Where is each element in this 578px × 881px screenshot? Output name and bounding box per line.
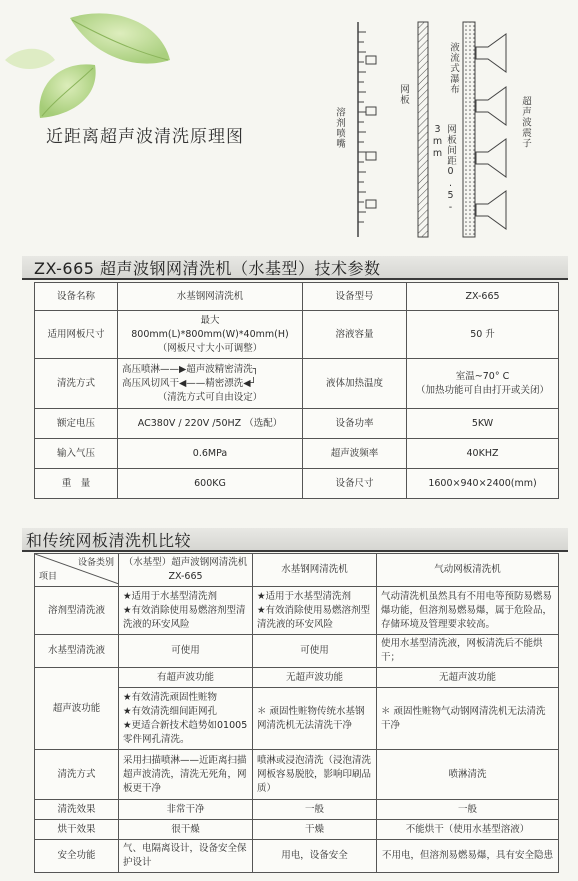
compare-cell: 一般 <box>253 800 377 820</box>
spec-value: ZX-665 <box>407 283 559 311</box>
feature-item: ★有效消除使用易燃溶剂型清洗液的环安风险 <box>257 604 371 630</box>
compare-cell: 无超声波功能 <box>377 668 559 688</box>
spec-row <box>35 469 559 499</box>
spec-row <box>35 359 559 409</box>
wash-flow-cell <box>118 359 303 409</box>
spec-row <box>35 283 559 311</box>
spec-value: 0.6MPa <box>118 439 303 469</box>
spec-key: 适用网板尺寸 <box>35 311 118 359</box>
nozzle-label: 溶剂喷嘴 <box>334 107 345 149</box>
compare-row-method <box>35 750 559 800</box>
compare-cell <box>119 587 253 635</box>
compare-divider <box>22 550 568 552</box>
feature-item: ★更适合新技术趋势如01005零件网孔清洗。 <box>123 719 248 745</box>
corner-top-label: 设备类别 <box>77 558 114 568</box>
spec-key: 设备功率 <box>303 409 407 439</box>
spec-key: 输入气压 <box>35 439 118 469</box>
compare-header-row <box>35 554 559 587</box>
spec-value: 50 升 <box>407 311 559 359</box>
compare-cell: ＊ 顽固性赃物传统水基钢网清洗机无法清洗干净 <box>253 688 377 750</box>
compare-cell: ＊ 顽固性赃物气动钢网清洗机无法清洗干净 <box>377 688 559 750</box>
wash-flow-line: 高压喷淋——▶超声波精密清洗┐ <box>122 363 259 375</box>
compare-cell: 喷淋或浸泡清洗（浸泡清洗网板容易脱胶，影响印刷品质） <box>253 750 377 800</box>
spec-row <box>35 409 559 439</box>
spec-table <box>34 282 559 499</box>
corner-bottom-label: 项目 <box>39 572 58 582</box>
leaf-decoration-icon <box>0 0 200 130</box>
compare-col-header: 气动网板清洗机 <box>377 554 559 587</box>
spec-key: 额定电压 <box>35 409 118 439</box>
compare-cell: 很干燥 <box>119 820 253 840</box>
compare-cell: 采用扫描喷淋——近距离扫描超声波清洗，清洗无死角，网板更干净 <box>119 750 253 800</box>
compare-row-label: 烘干效果 <box>35 820 119 840</box>
compare-cell: 使用水基型清洗液，网板清洗后不能烘干； <box>377 635 559 668</box>
spec-row <box>35 439 559 469</box>
spec-key: 重 量 <box>35 469 118 499</box>
compare-row-ultra-header <box>35 668 559 688</box>
compare-cell: 用电，设备安全 <box>253 840 377 873</box>
compare-col-header: （水基型）超声波钢网清洗机 ZX-665 <box>119 554 253 587</box>
spec-value-note: （加热功能可自由打开或关闭） <box>415 384 549 396</box>
compare-cell: 喷淋清洗 <box>377 750 559 800</box>
spec-value: 40KHZ <box>407 439 559 469</box>
spec-key: 清洗方式 <box>35 359 118 409</box>
spec-divider <box>22 278 568 280</box>
wash-flow-line: 高压风切风干◀——精密漂洗◀┘ <box>122 377 257 389</box>
spec-key: 超声波频率 <box>303 439 407 469</box>
feature-item: ★有效消除使用易燃溶剂型清洗液的环安风险 <box>123 604 246 630</box>
spec-value: 1600×940×2400(mm) <box>407 469 559 499</box>
compare-cell: 可使用 <box>253 635 377 668</box>
compare-cell <box>253 587 377 635</box>
spec-row <box>35 311 559 359</box>
transducer-label: 超声波震子 <box>520 96 531 149</box>
compare-corner-cell <box>35 554 119 587</box>
compare-cell: 一般 <box>377 800 559 820</box>
compare-cell: 干燥 <box>253 820 377 840</box>
spec-value: 水基钢网清洗机 <box>118 283 303 311</box>
waterfall-label: 液流式瀑布 <box>448 42 459 95</box>
compare-row-label: 清洗方式 <box>35 750 119 800</box>
compare-row-solvent <box>35 587 559 635</box>
spec-key: 溶液容量 <box>303 311 407 359</box>
spec-key: 设备名称 <box>35 283 118 311</box>
feature-item: ★适用于水基型清洗剂 <box>123 590 218 602</box>
principle-diagram <box>328 12 568 244</box>
spec-value-note: （网板尺寸大小可调整） <box>157 342 263 354</box>
spec-value-cell <box>118 311 303 359</box>
spec-value-cell <box>407 359 559 409</box>
spec-value: AC380V / 220V /50HZ （选配） <box>118 409 303 439</box>
spec-value: 室温~70° C <box>455 370 510 382</box>
spec-key: 液体加热温度 <box>303 359 407 409</box>
compare-cell: 不用电，但溶剂易燃易爆，具有安全隐患 <box>377 840 559 873</box>
compare-row-dry <box>35 820 559 840</box>
spec-title: ZX-665 超声波钢网清洗机（水基型）技术参数 <box>34 259 381 278</box>
compare-cell: 气、电隔离设计，设备安全保护设计 <box>119 840 253 873</box>
feature-item: ★有效清洗细间距网孔 <box>123 705 218 717</box>
board-label: 网板 <box>398 84 409 105</box>
compare-cell: 非常干净 <box>119 800 253 820</box>
compare-col-header: 水基钢网清洗机 <box>253 554 377 587</box>
spec-value: 600KG <box>118 469 303 499</box>
compare-cell: 有超声波功能 <box>119 668 253 688</box>
compare-cell: 不能烘干（使用水基型溶液） <box>377 820 559 840</box>
wash-flow-note: （清洗方式可自由设定） <box>157 391 263 403</box>
compare-title: 和传统网板清洗机比较 <box>26 531 192 550</box>
compare-cell: 气动清洗机虽然具有不用电等预防易燃易爆功能，但溶剂易燃易爆，属于危险品，存储环境及管理要求较高。 <box>377 587 559 635</box>
feature-item: ★适用于水基型清洗剂 <box>257 590 352 602</box>
compare-row-label: 安全功能 <box>35 840 119 873</box>
spec-value: 5KW <box>407 409 559 439</box>
compare-row-water <box>35 635 559 668</box>
compare-row-safety <box>35 840 559 873</box>
compare-row-label: 清洗效果 <box>35 800 119 820</box>
compare-cell: 可使用 <box>119 635 253 668</box>
gap-label: 网板间距0.5-3mm <box>432 124 456 214</box>
diagram-title: 近距离超声波清洗原理图 <box>46 127 244 147</box>
compare-row-label: 溶剂型清洗液 <box>35 587 119 635</box>
spec-key: 设备尺寸 <box>303 469 407 499</box>
compare-cell: 无超声波功能 <box>253 668 377 688</box>
compare-cell <box>119 688 253 750</box>
spec-value: 最大800mm(L)*800mm(W)*40mm(H) <box>131 314 289 340</box>
compare-table <box>34 553 559 873</box>
spec-key: 设备型号 <box>303 283 407 311</box>
compare-row-effect <box>35 800 559 820</box>
feature-item: ★有效清洗顽固性赃物 <box>123 691 218 703</box>
compare-row-label: 超声波功能 <box>35 668 119 750</box>
compare-row-label: 水基型清洗液 <box>35 635 119 668</box>
